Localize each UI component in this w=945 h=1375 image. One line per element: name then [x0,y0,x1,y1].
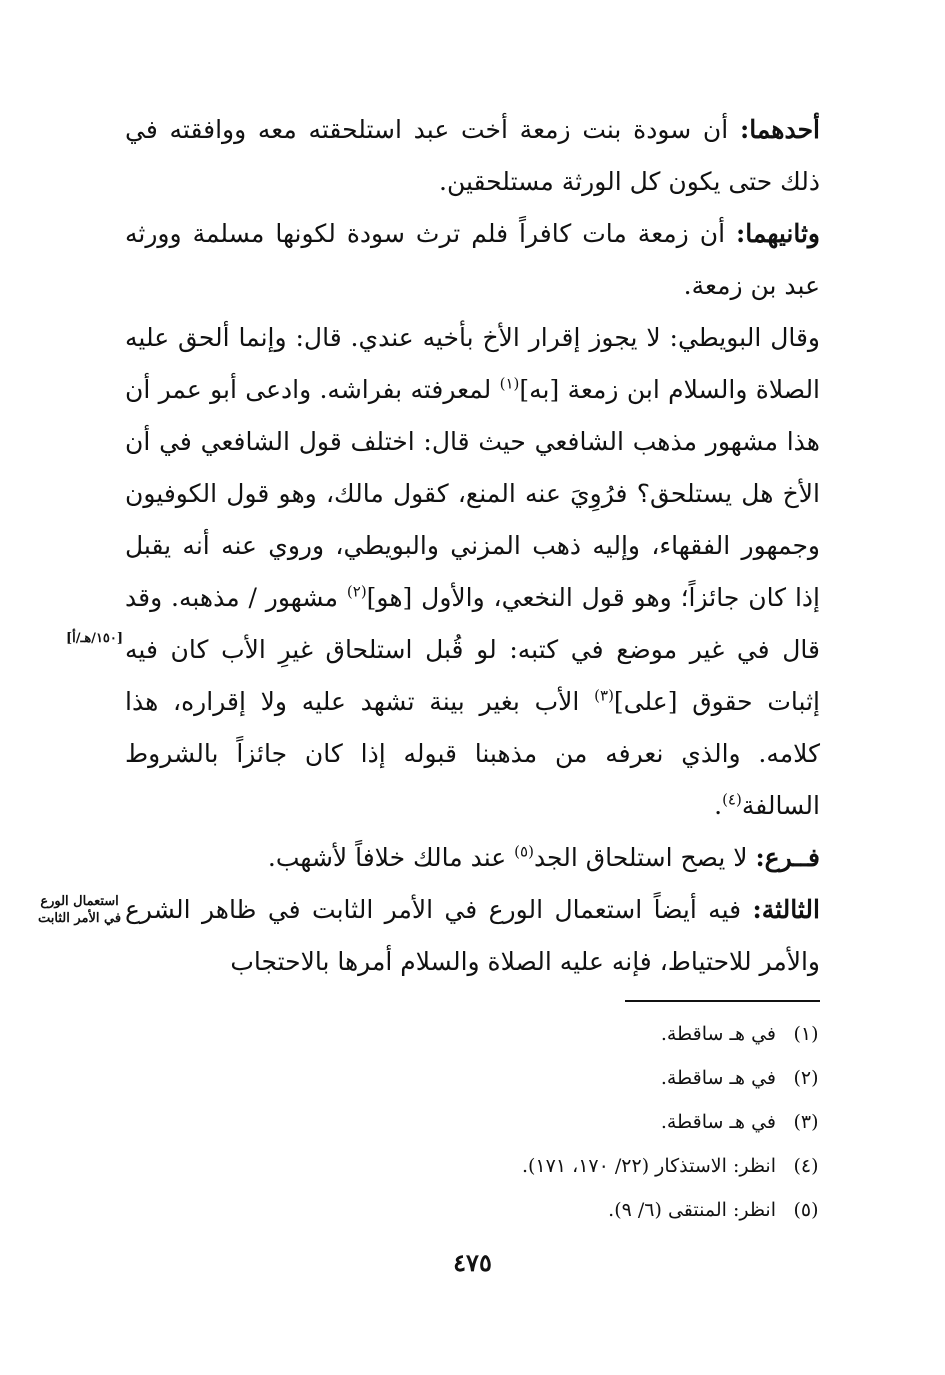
footnote-number: (٣) [793,1111,819,1133]
folio-marker-text: [١٥٠/هـ/أ] [66,631,124,646]
paragraph-text: مشهور / مذهبه. وقد قال في غير موضع في كتبه: لو قُبل استلحاق غيرِ الأب كان فيه إثبات حقوق [على] [125,583,820,716]
footnote-ref[interactable]: (١) [499,374,520,393]
footnote-text: انظر: المنتقى (٦/ ٩). [608,1199,776,1221]
footnote-item [125,1100,820,1144]
footnote-number: (٤) [793,1155,819,1177]
footnote-ref[interactable]: (٢) [346,582,367,601]
paragraph-lead: وثانيهما: [736,219,820,248]
paragraph-3 [125,312,820,832]
paragraph-lead: الثالثة: [752,895,820,924]
footnote-ref[interactable]: (٤) [722,790,742,809]
footnote-text: في هـ ساقطة. [660,1023,776,1045]
paragraph-text: أن زمعة مات كافراً فلم ترث سودة لكونها مسلمة وورثه عبد بن زمعة. [125,219,820,300]
footnote-number: (٢) [793,1067,819,1089]
paragraph-text: وقال البويطي: لا يجوز إقرار الأخ بأخيه عندي. قال: وإنما ألحق عليه الصلاة والسلام ابن زمعة [به] [125,323,821,404]
paragraph-4 [125,832,820,884]
footnote-text: انظر: الاستذكار (٢٢/ ١٧٠، ١٧١). [521,1155,776,1177]
paragraph-text: أن سودة بنت زمعة أخت عبد استلحقته معه ووافقته في ذلك حتى يكون كل الورثة مستلحقين. [125,115,820,196]
paragraph-text: لا يصح استلحاق الجد [533,843,756,872]
paragraph-lead: فــرع: [755,843,820,872]
footnote-number: (٥) [793,1199,819,1221]
footnote-text: في هـ ساقطة. [660,1067,776,1089]
footnote-divider [625,1000,820,1002]
paragraph-lead: أحدهما: [739,115,820,144]
page-number: ٤٧٥ [453,1248,492,1277]
folio-marker [66,630,123,647]
topic-line-1: استعمال الورع [40,894,119,909]
footnote-item [125,1188,820,1232]
paragraph-text: عند مالك خلافاً لأشهب. [267,843,515,872]
paragraph-text: فيه أيضاً استعمال الورع في الأمر الثابت في ظاهر الشرع والأمر للاحتياط، فإنه عليه الصلاة والسلام أمرها بالاحتجاب [125,895,820,976]
paragraph-text: . [714,791,723,820]
main-text [125,104,820,988]
footnote-number: (١) [793,1023,819,1045]
paragraph-5 [125,884,820,988]
footnote-ref[interactable]: (٣) [594,686,614,705]
topic-line-2: في الأمر الثابت [38,911,122,926]
paragraph-text: لمعرفته بفراشه. وادعى أبو عمر أن هذا مشهور مذهب الشافعي حيث قال: اختلف قول الشافعي في أن الأخ هل يستلحق؟ فرُوِيَ عنه المنع، كقول مالك، وهو قول الكوفيون وجمهور الفقهاء، وإليه ذهب المزني والبويطي، وروي عنه أنه يقبل إذا كان جائزاً؛ وهو قول النخعي، والأول [هو] [125,375,820,612]
topic-margin-note [38,893,121,927]
paragraph-2 [125,208,820,312]
footnote-item [125,1056,820,1100]
footnote-ref[interactable]: (٥) [514,842,534,861]
paragraph-1 [125,104,820,208]
footnote-text: في هـ ساقطة. [660,1111,776,1133]
footnotes-list [125,1012,820,1232]
footnote-item [125,1144,820,1188]
paragraph-text: الأب بغير بينة تشهد عليه ولا إقراره، هذا كلامه. والذي نعرفه من مذهبنا قبوله إذا كان جائزاً بالشروط السالفة [125,687,820,820]
footnote-item [125,1012,820,1056]
